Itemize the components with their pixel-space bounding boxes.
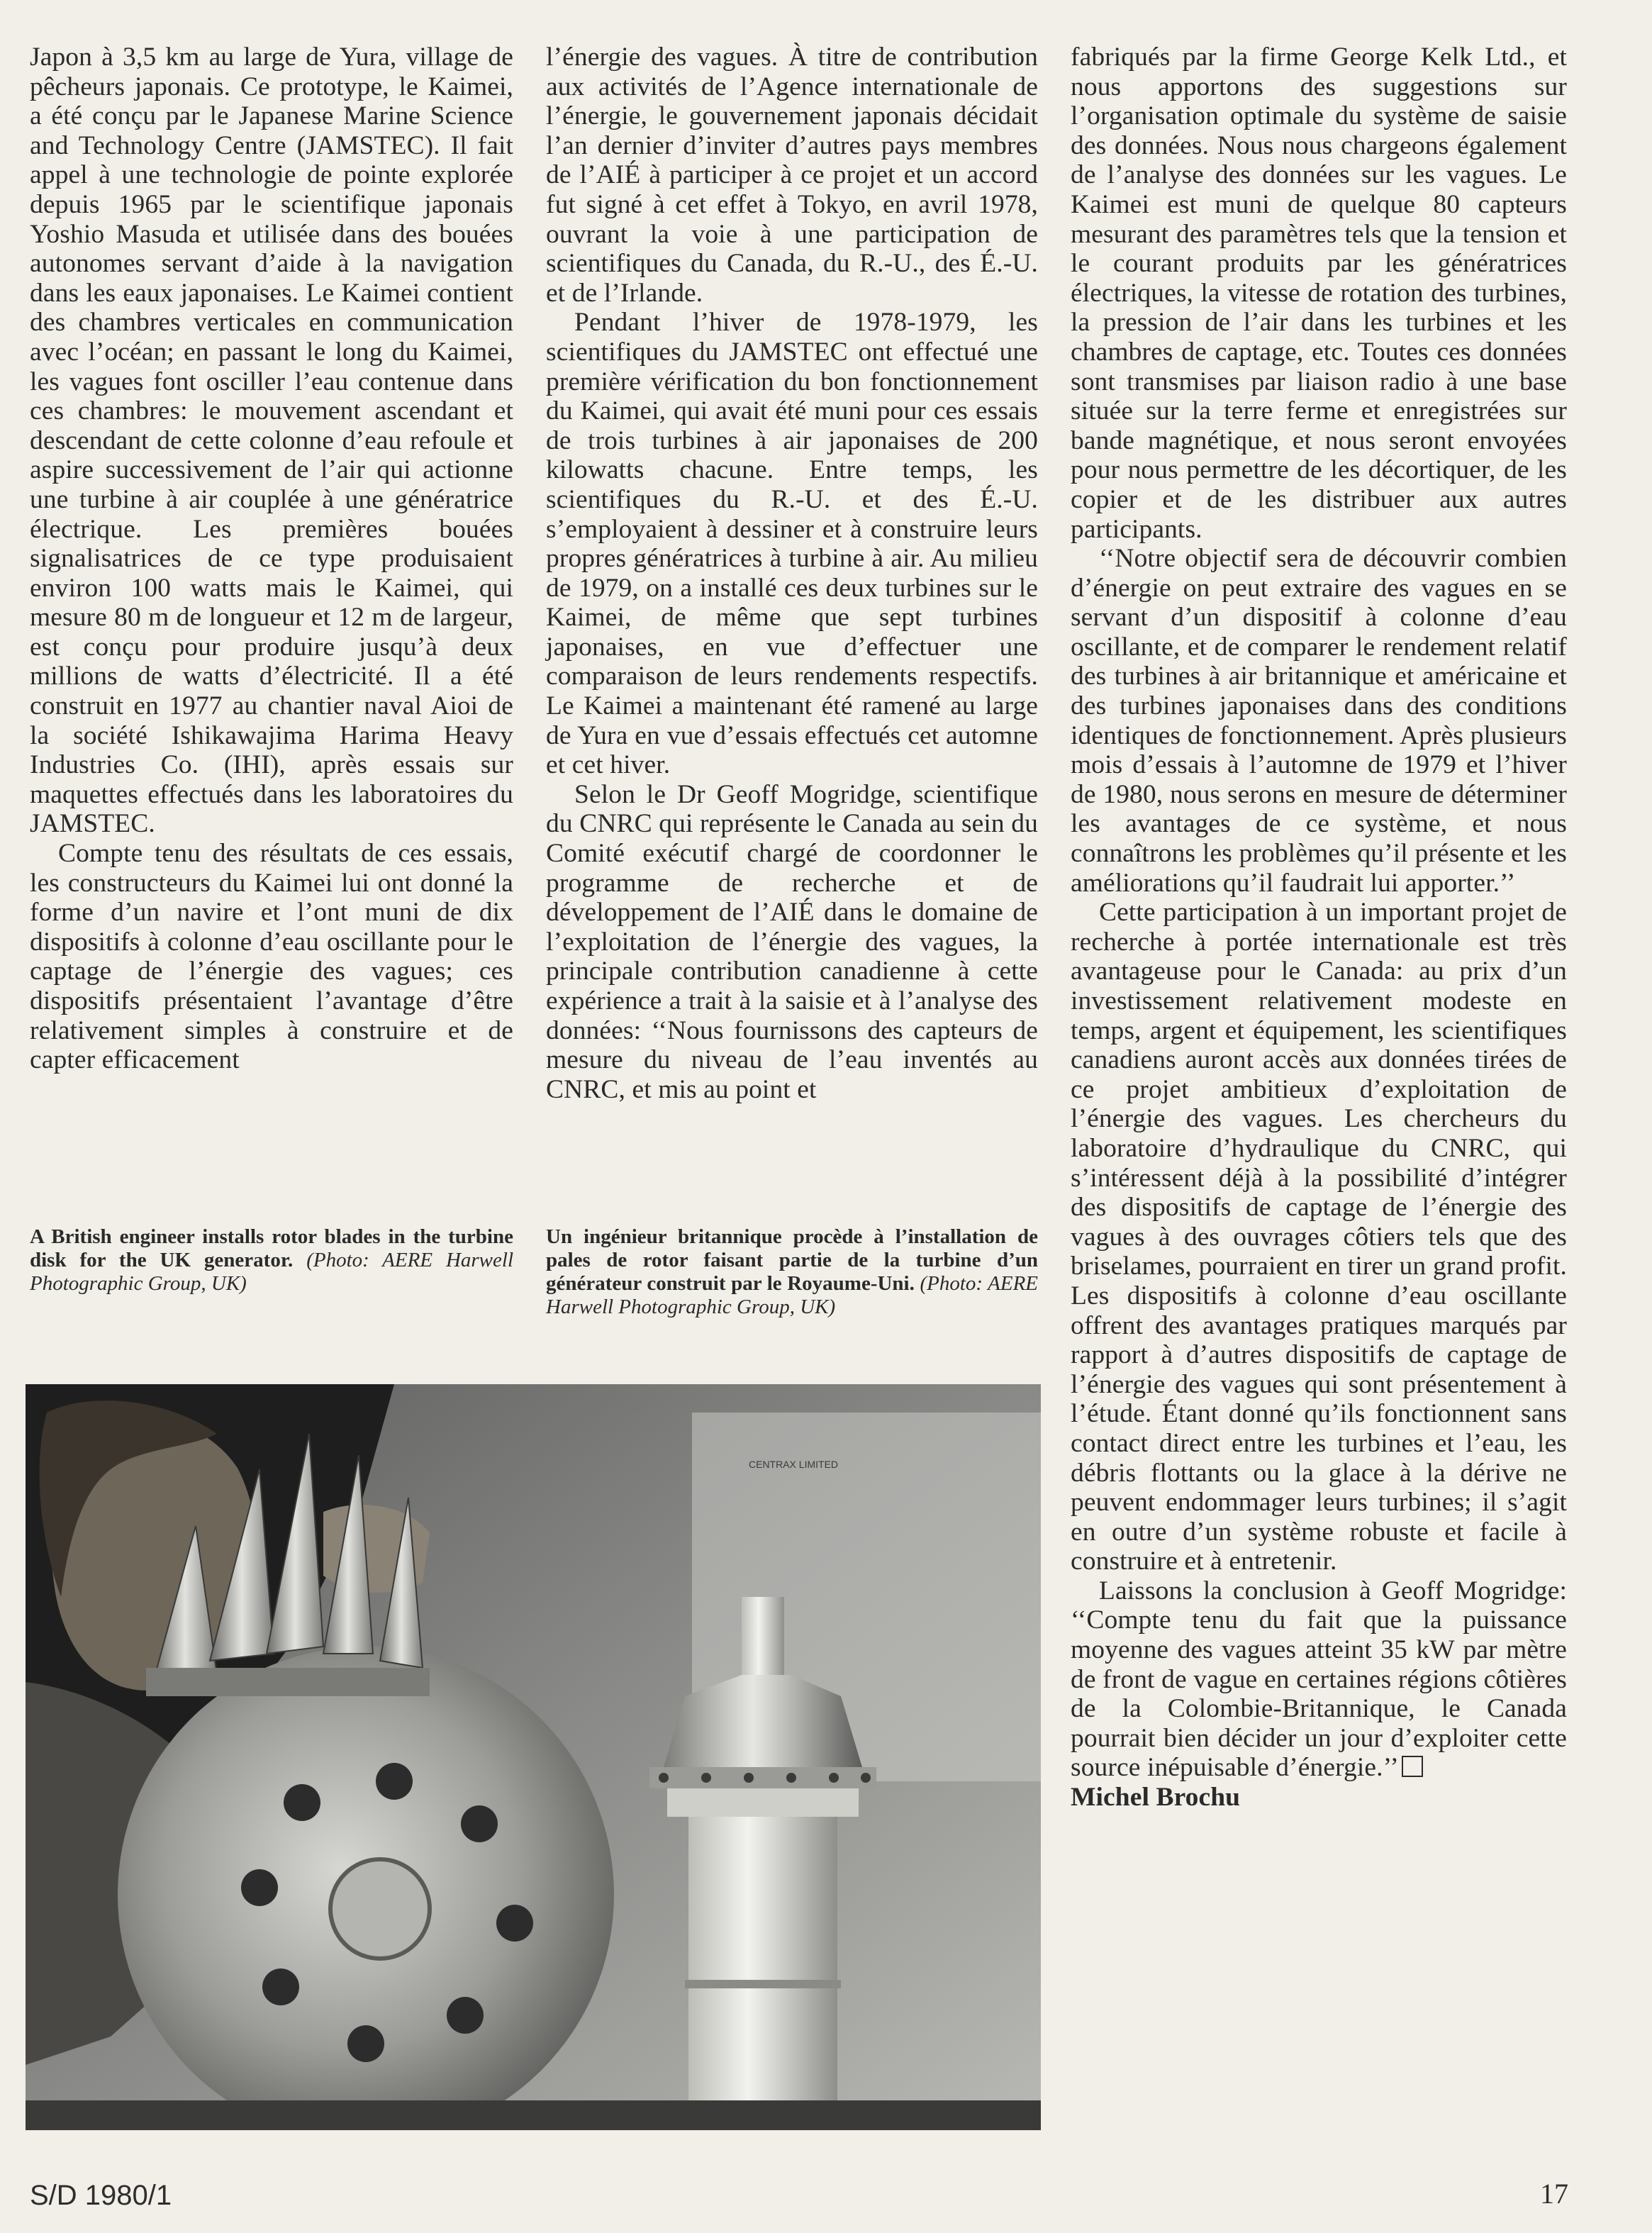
paragraph: Cette participation à un important projet de recherche à portée internationale est très avantageuse pour le Canada: au prix d’un investissement relativement modeste en temps, argent et équipement, les scientifiques canadiens auront accès aux données tirées de ce projet ambitieux d’exploitation de l’énergie des vagues. Les chercheurs du laboratoire d’hydraulique du CNRC, qui s’intéressent déjà à la possibilité d’intégrer des dispositifs de captage de l’énergie des vagues à des ouvrages côtiers tels que des briselames, pourraient en tirer un grand profit. Les dispositifs à colonne d’eau oscillante offrent des avantages pratiques marqués par rapport à d’autres dispositifs de captage de l’énergie des vagues qui sont présentement à l’étude. Étant donné qu’ils fonctionnent sans contact direct entre les turbines et l’eau, les débris flottants ou la glace à la dérive ne peuvent endommager leurs turbines; il s’agit en outre d’un système robuste et facile à construire et à entretenir. bbox=[1071, 898, 1567, 1576]
paragraph: Japon à 3,5 km au large de Yura, village de pêcheurs japonais. Ce prototype, le Kaimei, a été conçu par le Japanese Marine Science and Technology Centre (JAMSTEC). Il fait appel à une technologie de pointe explorée depuis 1965 par le scientifique japonais Yoshio Masuda et utilisée dans des bouées autonomes servant d’aide à la navigation dans les eaux japonaises. Le Kaimei contient des chambres verticales en communication avec l’océan; en passant le long du Kaimei, les vagues font osciller l’eau contenue dans ces chambres: le mouvement ascendant et descendant de cette colonne d’eau refoule et aspire successivement de l’air qui actionne une turbine à air couplée à une génératrice électrique. Les premières bouées signalisatrices de ce type produisaient environ 100 watts mais le Kaimei, qui mesure 80 m de longueur et 12 m de largeur, est conçu pour produire jusqu’à deux millions de watts d’électricité. Il a été construit en 1977 au chantier naval Aioi de la société Ishikawajima Harima Heavy Industries Co. (IHI), après essais sur maquettes effectués dans les laboratoires du JAMSTEC. bbox=[30, 43, 513, 839]
paragraph: Selon le Dr Geoff Mogridge, scientifique du CNRC qui représente le Canada au sein du Comité exécutif chargé de coordonner le programme de recherche et de développement de l’AIÉ dans le domaine de l’exploitation de l’énergie des vagues, la principale contribution canadienne à cette expérience a trait à la saisie et à l’analyse des données: ‘‘Nous fournissons des capteurs de mesure du niveau de l’eau inventés au CNRC, et mis au point et bbox=[546, 779, 1038, 1104]
paragraph: fabriqués par la firme George Kelk Ltd., et nous apportons des suggestions sur l’organisation optimale du système de saisie des données. Nous nous chargeons également de l’analyse des données sur les vagues. Le Kaimei est muni de quelque 80 capteurs mesurant des paramètres tels que la tension et le courant produits par les génératrices électriques, la vitesse de rotation des turbines, la pression de l’air dans les turbines et les chambres de captage, etc. Toutes ces données sont transmises par liaison radio à une base située sur la terre ferme et enregistrées sur bande magnétique, et nous seront envoyées pour nous permettre de les décortiquer, de les copier et de les distribuer aux autres participants. bbox=[1071, 43, 1567, 544]
article-column-2 bbox=[546, 43, 1038, 1104]
caption-text: A British engineer installs rotor blades in the turbine disk for the UK generator. bbox=[30, 1225, 513, 1271]
paragraph-final bbox=[1071, 1576, 1567, 1783]
photo-credit: (Photo: AERE Harwell Photographic Group, UK) bbox=[30, 1249, 514, 1295]
photo-caption-french bbox=[546, 1225, 1038, 1319]
turbine-photo bbox=[26, 1384, 1041, 2130]
closing-text: Laissons la conclusion à Geoff Mogridge: ‘‘Compte tenu du fait que la puissance moyenne des vagues atteint 35 kW par mètre de front de vague en certaines régions côtières de la Colombie-Britannique, le Canada pourrait bien décider un jour d’exploiter cette source inépuisable d’énergie.’’ bbox=[1071, 1576, 1567, 1783]
caption-text: Un ingénieur britannique procède à l’installation de pales de rotor faisant partie de la turbine d’un générateur construit par le Royaume-Uni. bbox=[546, 1225, 1038, 1295]
paragraph: Compte tenu des résultats de ces essais, les constructeurs du Kaimei lui ont donné la forme d’un navire et l’ont muni de dix dispositifs à colonne d’eau oscillante pour le captage de l’énergie des vagues; ces dispositifs présentaient l’avantage d’être relativement simples à construire et de capter efficacement bbox=[30, 839, 513, 1075]
photo-caption-english bbox=[30, 1225, 513, 1296]
author-name: Michel Brochu bbox=[1071, 1783, 1241, 1812]
paragraph: l’énergie des vagues. À titre de contribution aux activités de l’Agence internationale de l’énergie, le gouvernement japonais décidait l’an dernier d’inviter d’autres pays membres de l’AIÉ à participer à ce projet et un accord fut signé à cet effet à Tokyo, en avril 1978, ouvrant la voie à une participation de scientifiques du Canada, du R.-U., des É.-U. et de l’Irlande. bbox=[546, 43, 1038, 308]
paragraph: Pendant l’hiver de 1978-1979, les scientifiques du JAMSTEC ont effectué une première vérification du bon fonctionnement du Kaimei, qui avait été muni pour ces essais de trois turbines à air japonaises de 200 kilowatts chacune. Entre temps, les scientifiques du R.-U. et des É.-U. s’employaient à dessiner et à construire leurs propres génératrices à turbine à air. Au milieu de 1979, on a installé ces deux turbines sur le Kaimei, de même que sept turbines japonaises, en vue d’effectuer une comparaison de leurs rendements respectifs. Le Kaimei a maintenant été ramené au large de Yura en vue d’essais effectués cet automne et cet hiver. bbox=[546, 308, 1038, 780]
photo-credit: (Photo: AERE Harwell Photographic Group, UK) bbox=[546, 1272, 1039, 1318]
turbine-photo-illustration bbox=[26, 1384, 1041, 2130]
issue-label: S/D 1980/1 bbox=[30, 2180, 172, 2211]
end-mark-icon bbox=[1402, 1756, 1423, 1777]
page-number: 17 bbox=[1540, 2178, 1568, 2210]
article-column-3 bbox=[1071, 43, 1567, 1812]
article-column-1 bbox=[30, 43, 513, 1075]
wall-sign: CENTRAX LIMITED bbox=[749, 1459, 839, 1470]
paragraph: ‘‘Notre objectif sera de découvrir combien d’énergie on peut extraire des vagues en se servant d’un dispositif à colonne d’eau oscillante, et de comparer le rendement relatif des turbines à air britannique et américaine et des turbines japonaises dans des conditions identiques de fonctionnement. Après plusieurs mois d’essais à l’automne de 1979 et l’hiver de 1980, nous serons en mesure de déterminer les avantages de ce système, et nous connaîtrons les problèmes qu’il présente et les améliorations qu’il faudrait lui apporter.’’ bbox=[1071, 544, 1567, 898]
